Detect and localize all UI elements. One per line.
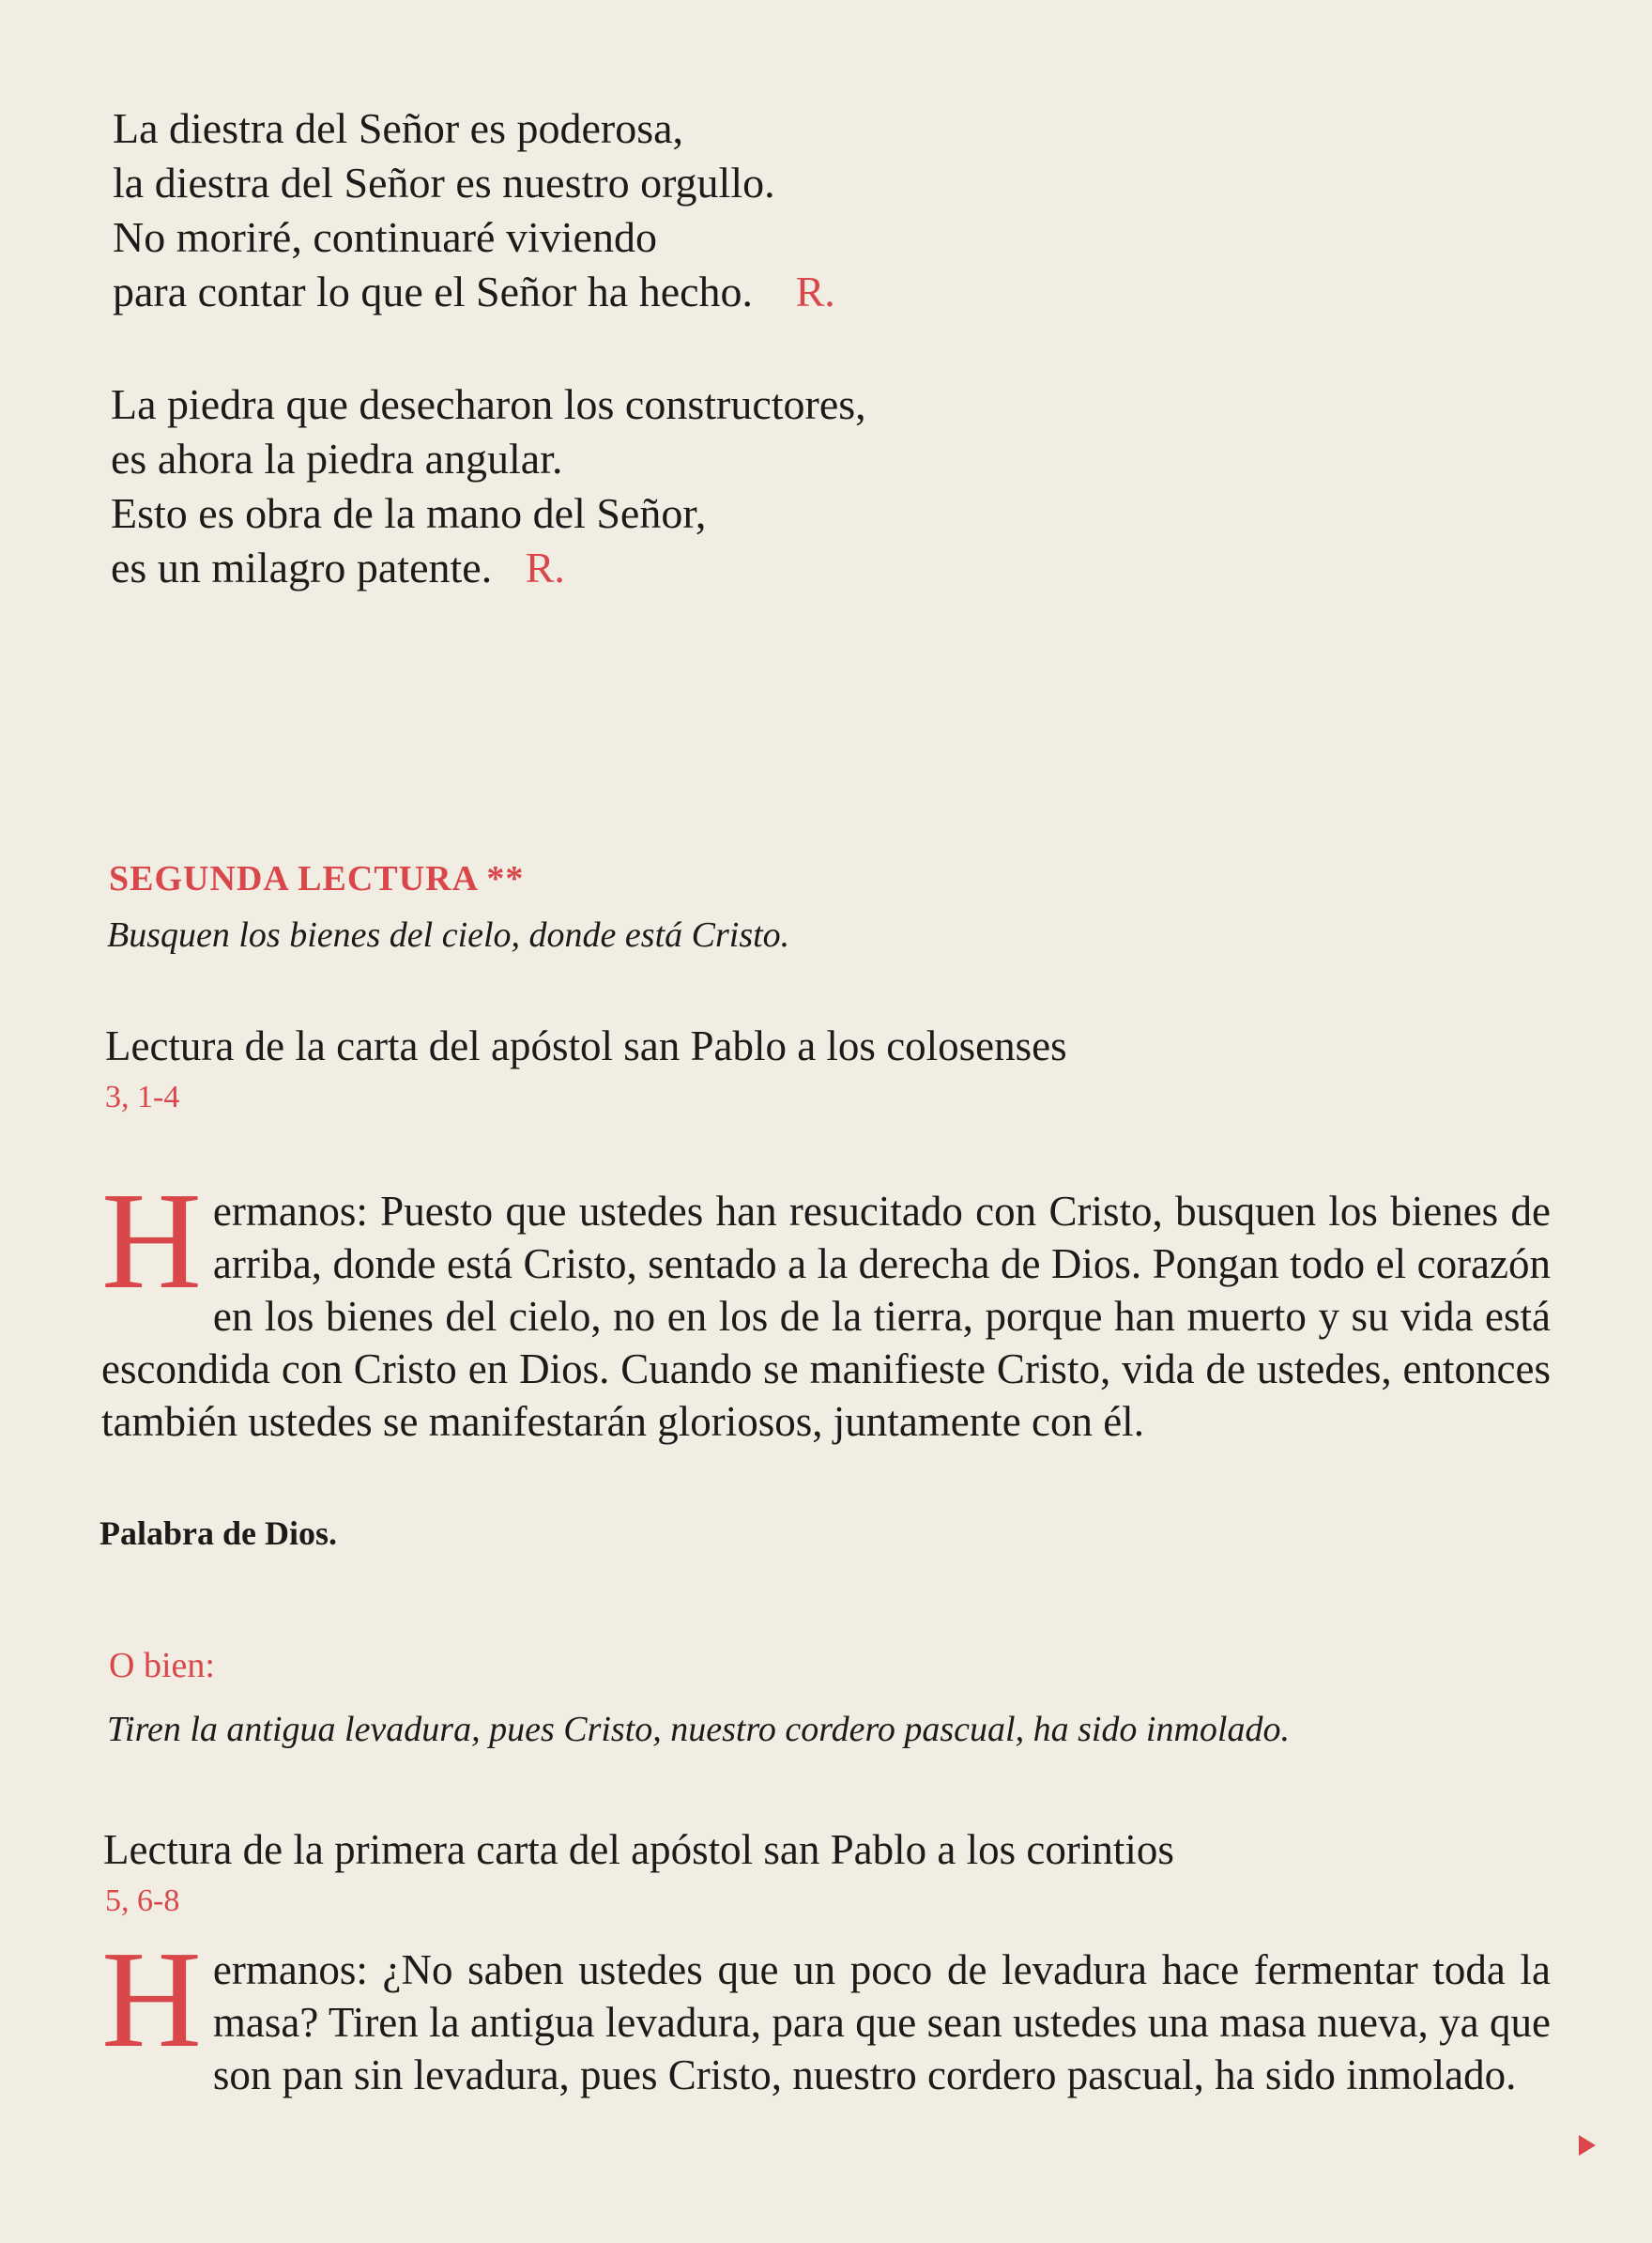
psalm-line — [113, 265, 835, 319]
word-of-god: Palabra de Dios. — [99, 1514, 338, 1552]
alternative-intro: Lectura de la primera carta del apóstol san Pablo a los corintios — [103, 1826, 1174, 1873]
second-reading-body — [101, 1164, 1551, 1448]
psalm-line — [111, 541, 866, 595]
second-reading-intro: Lectura de la carta del apóstol san Pablo a los colosenses — [105, 1022, 1067, 1069]
psalm-line: No moriré, continuaré viviendo — [113, 213, 657, 261]
second-reading-heading: SEGUNDA LECTURA ** — [109, 859, 525, 899]
psalm-stanza-2 — [111, 377, 866, 595]
psalm-line: la diestra del Señor es nuestro orgullo. — [113, 159, 775, 207]
psalm-response: R. — [795, 268, 835, 315]
psalm-line: La diestra del Señor es poderosa, — [113, 104, 684, 152]
second-reading-summary: Busquen los bienes del cielo, donde está Cristo. — [107, 915, 790, 955]
psalm-line-text: es un milagro patente. — [111, 544, 493, 591]
psalm-line: La piedra que desecharon los constructores, — [111, 380, 866, 428]
dropcap: H — [101, 1923, 202, 2077]
second-reading-citation: 3, 1-4 — [105, 1080, 180, 1114]
alternative-citation: 5, 6-8 — [105, 1883, 180, 1918]
reading-text: ermanos: Puesto que ustedes han resucitado con Cristo, busquen los bienes de arriba, donde está Cristo, sentado a la derecha de Dios. Pongan todo el corazón en los bienes del cielo, no en los de la tierra, porque han muerto y su vida está escondida con Cristo en Dios. Cuando se manifieste Cristo, vida de ustedes, entonces también ustedes se manifestarán gloriosos, juntamente con él. — [101, 1188, 1551, 1445]
reading-text: ermanos: ¿No saben ustedes que un poco de levadura hace fermentar toda la masa? Tiren la antigua levadura, para que sean ustedes una masa nueva, ya que son pan sin levadura, pues Cristo, nuestro cordero pascual, ha sido inmolado. — [212, 1946, 1551, 2098]
alternative-label: O bien: — [109, 1646, 215, 1685]
psalm-line: es ahora la piedra angular. — [111, 435, 563, 483]
psalm-line-text: para contar lo que el Señor ha hecho. — [113, 268, 754, 315]
psalm-line: Esto es obra de la mano del Señor, — [111, 489, 707, 537]
psalm-response: R. — [525, 544, 565, 591]
continue-arrow-icon — [1579, 2135, 1596, 2156]
psalm-stanza-1 — [113, 101, 835, 319]
alternative-body — [101, 1923, 1551, 2101]
dropcap: H — [101, 1164, 202, 1318]
alternative-summary: Tiren la antigua levadura, pues Cristo, nuestro cordero pascual, ha sido inmolado. — [107, 1710, 1290, 1749]
